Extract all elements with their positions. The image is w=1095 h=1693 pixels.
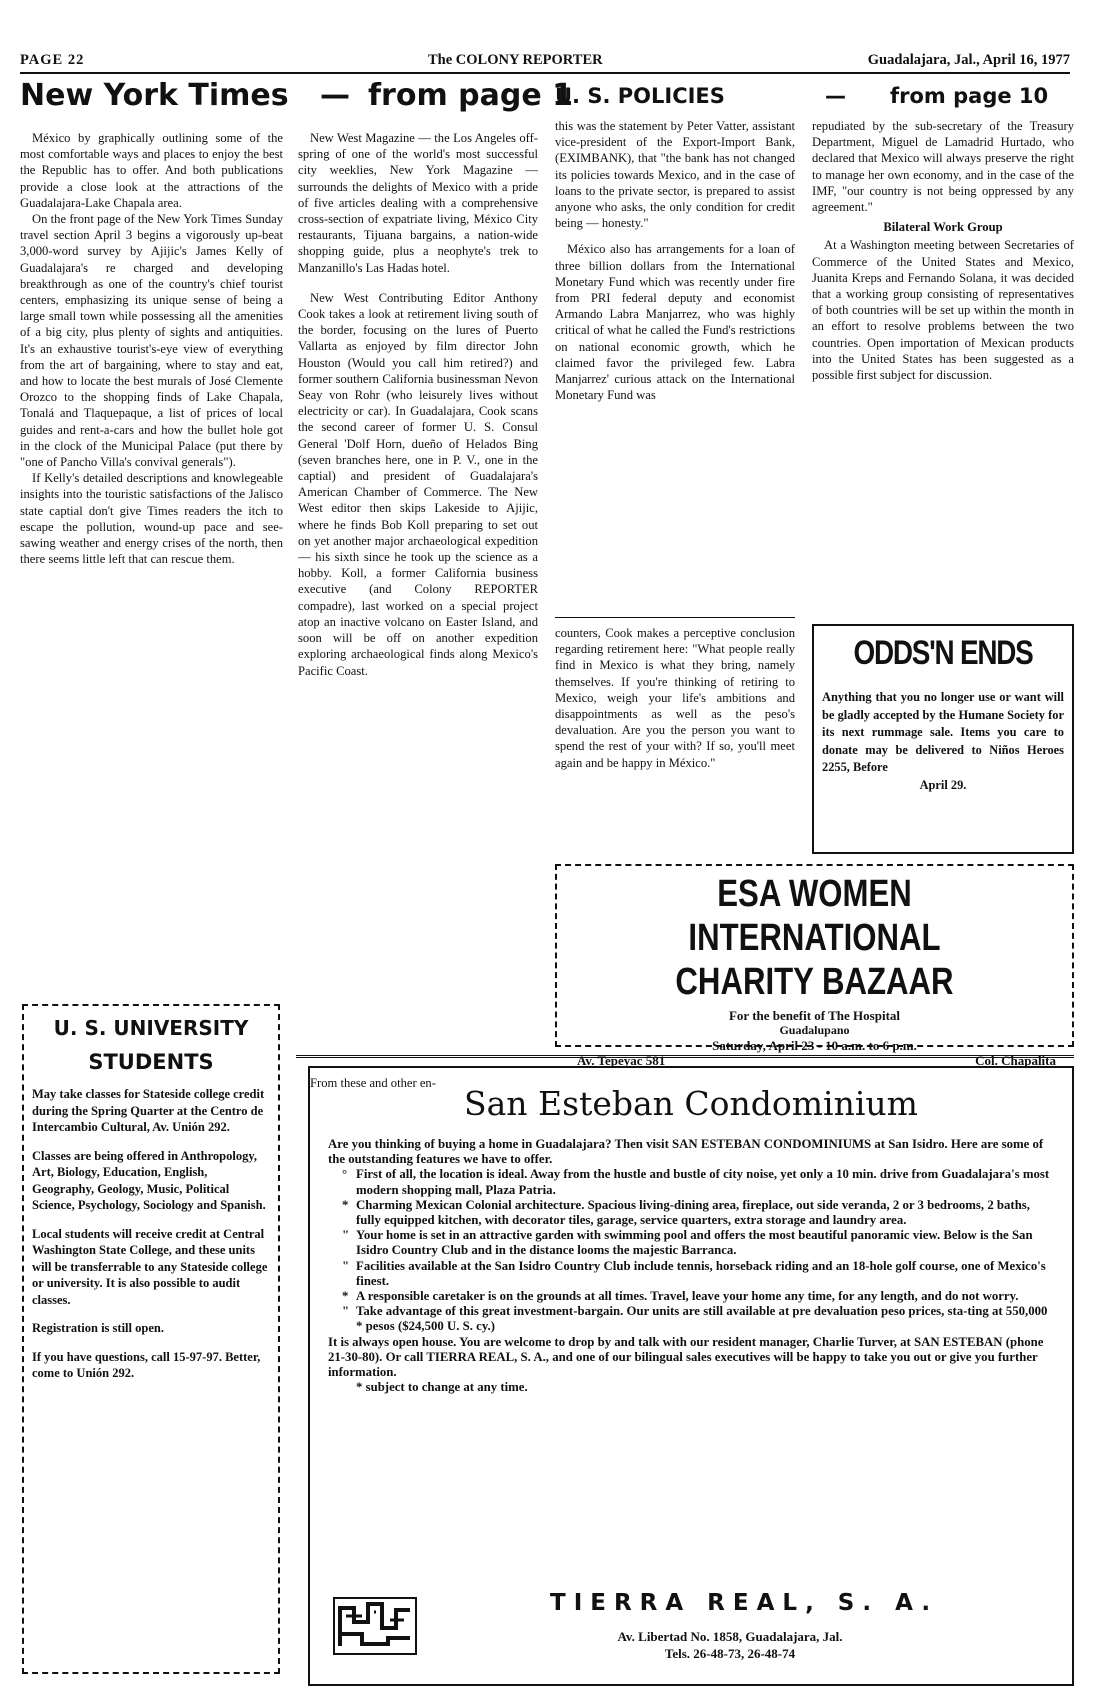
ad-title-line: CHARITY BAZAAR bbox=[675, 961, 954, 1003]
ad-footnote: * subject to change at any time. bbox=[356, 1380, 528, 1395]
ad-closing: It is always open house. You are welcome to drop by and talk with our resident manager, Charlie Turver, at SAN ESTEBAN (phone 21-30-80). Or call TIERRA REAL, S. A., and one of our bilingual sales executives will be happy to take you out or give you further information. bbox=[328, 1334, 1044, 1380]
ad-paragraph: If you have questions, call 15-97-97. Better, come to Unión 292. bbox=[32, 1349, 261, 1380]
list-item-text: Your home is set in an attractive garden with swimming pool and offers the most beautiful panoramic view. Below is the San Isidro Country Club and in the distance looms the majestic Barranca. bbox=[356, 1228, 1033, 1258]
list-item-text: Charming Mexican Colonial architecture. Spacious living-dining area, fireplace, out side veranda, 2 or 3 bedrooms, 2 baths, fully equipped kitchen, with decorator tiles, garage, service quarters, extra storage and laundry area. bbox=[356, 1197, 1030, 1228]
ad-san-esteban-condominium bbox=[308, 1066, 1074, 1686]
paragraph: If Kelly's detailed descriptions and knowlegeable insights into the touristic satisfactions of the Jalisco state captial don't give Times readers the itch to escape the pollution, wound-up pace and see-sawing weather and energy crises of the north, then there seems little left that can rescue them. bbox=[20, 471, 283, 567]
paragraph: México by graphically outlining some of the most comfortable ways and places to enjoy the best the Republic has to offer. And both publications provide a close look at the attractions of the Guadalajara-Lake Chapala area. bbox=[20, 131, 283, 210]
paragraph: this was the statement by Peter Vatter, assistant vice-president of the Export-Import Bank, (EXIMBANK), that "the bank has not changed its policies towards Mexico, and in the case of loans to the private sector, is prepared to assist anyone who asks, the only condition for credit being — honesty." bbox=[555, 119, 795, 231]
paragraph: On the front page of the New York Times Sunday travel section April 3 begins a vigorously up-beat 3,000-word survey by Ajijic's James Kelly of Guadalajara's re charged and developing breakthrough as one of the country's chief tourist centers, emphasizing its unique sense of being a large small town while possessing all the amenities of a big city, plus plenty of sights and antiquities. It's an exhaustive tourist's-eye view of everything from the art of bargaining, where to stay and eat, and how to locate the best murals of José Clemente Orozco to the shopping finds of Lake Chapala, Tonalá and Tlaquepaque, a list of prices of local guides and rent-a-cars and how the bullet hole got in the clock of the Municipal Palace (put there by "one of Pancho Villa's convival generals"). bbox=[20, 212, 283, 470]
ad-address: Av. Tepeyac 581 bbox=[577, 1053, 666, 1068]
ad-body bbox=[328, 1137, 1054, 1395]
paragraph: From these and other en- bbox=[310, 1076, 436, 1090]
ad-company-name: TIERRA REAL, S. A. bbox=[550, 1590, 939, 1616]
ad-hospital: Guadalupano bbox=[779, 1023, 850, 1037]
ad-benefit: For the benefit of The Hospital bbox=[728, 1008, 901, 1023]
paragraph: New West Magazine — the Los Angeles off-spring of one of the world's most successful city weeklies, New York Magazine — surrounds the delights of Mexico with a pride of five articles dealing with a comprehensive cross-section of expatriate living, México City restaurants, Tijuana bargains, a nation-wide shopping guide, plus a neophyte's trek to Manzanillo's Las Hadas hotel. bbox=[298, 131, 538, 275]
headline-left-part: New York Times bbox=[20, 78, 289, 113]
ad-company-address: Av. Libertad No. 1858, Guadalajara, Jal. bbox=[617, 1629, 843, 1644]
paragraph: counters, Cook makes a perceptive conclusion regarding retirement here: "What people really find in Mexico is what they bring, namely themselves. If you're thinking of retiring to Mexico, weigh your life's ambitions and disappointments as well as the peso's devaluation. Are you the person you want to spend the rest of your with? If so, you'll meet again and be happy in México." bbox=[555, 626, 795, 770]
column-divider-rule bbox=[555, 617, 795, 618]
article-column-4 bbox=[812, 118, 1074, 383]
article-column-2 bbox=[298, 130, 538, 679]
ad-contact bbox=[480, 1628, 980, 1662]
ad-body: Anything that you no longer use or want will be gladly accepted by the Humane Society for its next rummage sale. Items you care to donate may be delivered to Niños Heroes 2255, Before bbox=[822, 690, 1064, 774]
section-rule bbox=[296, 1055, 1074, 1058]
list-item-text: First of all, the location is ideal. Away from the hustle and bustle of city noise, yet only a 10 min. drive from Guadalajara's most modern shopping mall, Plaza Patria. bbox=[356, 1167, 1050, 1197]
list-item: * Charming Mexican Colonial architecture. Spacious living-dining area, fireplace, out side veranda, 2 or 3 bedrooms, 2 baths, fully equipped kitchen, with decorator tiles, garage, service quarters, extra storage and laundry area. bbox=[342, 1197, 1030, 1228]
list-item: " Facilities available at the San Isidro Country Club include tennis, horseback riding and an 18-hole golf course, one of Mexico's finest. bbox=[342, 1258, 1046, 1288]
headline-dash: — bbox=[320, 78, 350, 113]
ad-paragraph: Registration is still open. bbox=[32, 1321, 164, 1335]
tierra-real-logo-icon bbox=[332, 1594, 418, 1658]
ad-title: ODDS'N ENDS bbox=[853, 634, 1033, 672]
list-item: ° First of all, the location is ideal. Away from the hustle and bustle of city noise, yet only a 10 min. drive from Guadalajara's most modern shopping mall, Plaza Patria. bbox=[342, 1167, 1050, 1197]
ad-subtitle: STUDENTS bbox=[88, 1050, 214, 1074]
paragraph: New West Contributing Editor Anthony Cook takes a look at retirement living south of the border, focusing on the lures of Puerto Vallarta as enjoyed by film director John Houston (Would you call him retired?) and former southern California businessman Nevon Seay von Rohr (who leisurely lives without electricity or car). In Guadalajara, Cook scans the second career of former U. S. Consul General 'Dolf Horn, dueño of Helados Bing (seven branches here, one in P. V., one in the captial) and president of Guadalajara's American Chamber of Commerce. The New West editor then skips Lakeside to Ajijic, where he finds Bob Koll preparing to set out on yet another major archaeological expedition — his sixth since he took up the science as a hobby. Koll, a former California business executive (and Colony REPORTER compadre), last worked on a special project atop an inactive volcano on Easter Island, and soon will be off on another expedition exploring archaeological finds along Mexico's Pacific Coast. bbox=[298, 290, 538, 678]
ad-date: April 29. bbox=[919, 777, 967, 792]
article-column-1 bbox=[20, 130, 283, 567]
list-item-text: Take advantage of this great investment-bargain. Our units are still available at pre devaluation peso prices, sta-ting at 550,000 * pesos ($24,500 U. S. cy.) bbox=[356, 1304, 1048, 1334]
ad-when: Saturday, April 23 - 10 a.m. to 6 p.m. bbox=[712, 1038, 917, 1053]
ad-colonia: Col. Chapalita bbox=[975, 1053, 1056, 1068]
ad-intro: Are you thinking of buying a home in Guadalajara? Then visit SAN ESTEBAN CONDOMINIUMS at San Isidro. Here are some of the outstanding features we have to offer. bbox=[328, 1137, 1044, 1167]
ad-esa-women-charity-bazaar bbox=[555, 864, 1074, 1068]
newspaper-name: The COLONY REPORTER bbox=[428, 52, 603, 68]
ad-odds-n-ends bbox=[812, 624, 1074, 854]
list-item: * A responsible caretaker is on the grounds at all times. Travel, leave your home any time, for any length, and do not worry. bbox=[342, 1289, 1019, 1304]
ad-title: U. S. UNIVERSITY bbox=[53, 1016, 249, 1040]
headline-us-policies bbox=[555, 84, 1070, 114]
article-column-3-lower bbox=[555, 625, 795, 771]
headline-new-york-times bbox=[20, 78, 574, 120]
article-column-3 bbox=[555, 118, 795, 403]
list-item-text: Facilities available at the San Isidro Country Club include tennis, horseback riding and an 18-hole golf course, one of Mexico's finest. bbox=[356, 1258, 1046, 1288]
subhead-bilateral-work-group: Bilateral Work Group bbox=[883, 220, 1003, 235]
headline-right-part: from page 1 bbox=[368, 78, 574, 113]
ad-paragraph: Local students will receive credit at Central Washington State College, and these units will be transferrable to any Stateside college or university. It is also possible to audit classes. bbox=[32, 1226, 268, 1307]
headline-right-part: from page 10 bbox=[890, 84, 1049, 108]
headline-left-part: U. S. POLICIES bbox=[555, 84, 725, 108]
ad-title: San Esteban Condominium bbox=[464, 1084, 918, 1123]
ad-title-line: INTERNATIONAL bbox=[688, 917, 941, 959]
paragraph: México also has arrangements for a loan of three billion dollars from the International Monetary Fund which was recently under fire from PRI federal deputy and economist Armando Labra Manjarrez, who was highly critical of what he called the Fund's restrictions on national economic growth, which he claimed favor the privileged few. Labra Manjarrez' curious attack on the International Monetary Fund was bbox=[555, 242, 795, 403]
page-number: PAGE 22 bbox=[20, 52, 85, 68]
masthead bbox=[20, 52, 1070, 72]
ad-us-university-students bbox=[22, 1004, 280, 1674]
list-item: " Take advantage of this great investment-bargain. Our units are still available at pre devaluation peso prices, sta-ting at 550,000 * pesos ($24,500 U. S. cy.) bbox=[342, 1304, 1048, 1334]
ad-title-line: ESA WOMEN bbox=[717, 873, 912, 915]
paragraph: At a Washington meeting between Secretaries of Commerce of the United States and Mexico, Juanita Kreps and Fernando Solana, it was decided that a working group consisting of representatives of both countries will be set up within the month in an effort to resolve problems between the two countries. Open importation of Mexican products into the United States has been suggested as a possible first subject for discussion. bbox=[812, 238, 1074, 383]
dateline: Guadalajara, Jal., April 16, 1977 bbox=[867, 52, 1070, 68]
ad-paragraph: Classes are being offered in Anthropology, Art, Biology, Education, English, Geography, Geology, Music, Political Science, Psychology, Sociology and Spanish. bbox=[32, 1148, 266, 1212]
list-item: " Your home is set in an attractive garden with swimming pool and offers the most beautiful panoramic view. Below is the San Isidro Country Club and in the distance looms the majestic Barranca. bbox=[342, 1228, 1033, 1258]
paragraph: repudiated by the sub-secretary of the Treasury Department, Miguel de Lamadrid Hurtado, who declared that Mexico will always preserve the right to manage her own economy, and in the case of the IMF, "our country is not being oppressed by any agreement." bbox=[812, 119, 1074, 215]
ad-paragraph: May take classes for Stateside college credit during the Spring Quarter at the Centro de Intercambio Cultural, Av. Unión 292. bbox=[32, 1087, 265, 1134]
list-item-text: A responsible caretaker is on the grounds at all times. Travel, leave your home any time, for any length, and do not worry. bbox=[356, 1289, 1019, 1304]
headline-dash: — bbox=[825, 84, 846, 108]
masthead-rule bbox=[20, 72, 1070, 74]
ad-company-phones: Tels. 26-48-73, 26-48-74 bbox=[664, 1646, 796, 1661]
